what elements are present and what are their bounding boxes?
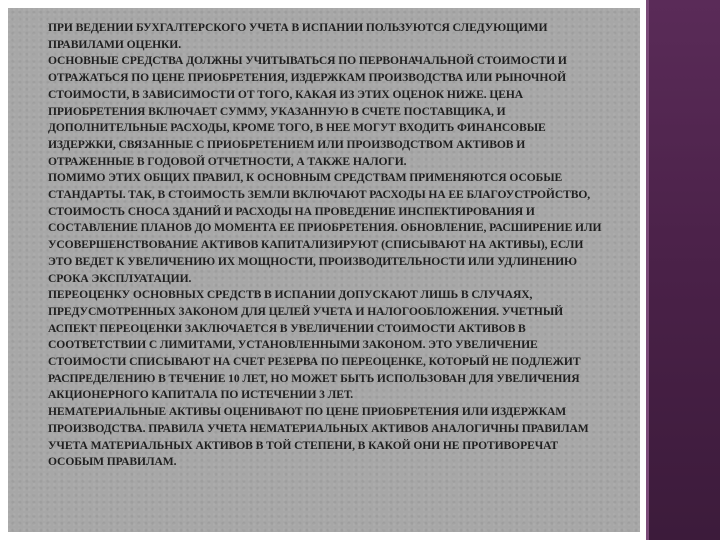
text-panel xyxy=(8,8,640,532)
paragraph-4: НЕМАТЕРИАЛЬНЫЕ АКТИВЫ ОЦЕНИВАЮТ ПО ЦЕНЕ ПРИОБРЕТЕНИЯ ИЛИ ИЗДЕРЖКАМ ПРОИЗВОДСТВА. ПРАВИЛА УЧЕТА НЕМАТЕРИАЛЬНЫХ АКТИВОВ АНАЛОГИЧНЫ ПРАВИЛАМ УЧЕТА МАТЕРИАЛЬНЫХ АКТИВОВ В ТОЙ СТЕПЕНИ, В КАКОЙ ОНИ НЕ ПРОТИВОРЕЧАТ ОСОБЫМ ПРАВИЛАМ. xyxy=(48,405,589,469)
paragraph-1: ПРИ ВЕДЕНИИ БУХГАЛТЕРСКОГО УЧЕТА В ИСПАНИИ ПОЛЬЗУЮТСЯ СЛЕДУЮЩИМИ ПРАВИЛАМИ ОЦЕНКИ. ОСНОВНЫЕ СРЕДСТВА ДОЛЖНЫ УЧИТЫВАТЬСЯ ПО ПЕРВОНАЧАЛЬНОЙ СТОИМОСТИ И ОТРАЖАТЬСЯ ПО ЦЕНЕ ПРИОБРЕТЕНИЯ, ИЗДЕРЖКАМ ПРОИЗВОДСТВА ИЛИ РЫНОЧНОЙ СТОИМОСТИ, В ЗАВИСИМОСТИ ОТ ТОГО, КАКАЯ ИЗ ЭТИХ ОЦЕНОК НИЖЕ. ЦЕНА ПРИОБРЕТЕНИЯ ВКЛЮЧАЕТ СУММУ, УКАЗАННУЮ В СЧЕТЕ ПОСТАВЩИКА, И ДОПОЛНИТЕЛЬНЫЕ РАСХОДЫ, КРОМЕ ТОГО, В НЕЕ МОГУТ ВХОДИТЬ ФИНАНСОВЫЕ ИЗДЕРЖКИ, СВЯЗАННЫЕ С ПРИОБРЕТЕНИЕМ ИЛИ ПРОИЗВОДСТВОМ АКТИВОВ И ОТРАЖЕННЫЕ В ГОДОВОЙ ОТЧЕТНОСТИ, А ТАКЖЕ НАЛОГИ. xyxy=(48,21,567,168)
paragraph-2: ПОМИМО ЭТИХ ОБЩИХ ПРАВИЛ, К ОСНОВНЫМ СРЕДСТВАМ ПРИМЕНЯЮТСЯ ОСОБЫЕ СТАНДАРТЫ. ТАК, В СТОИМОСТЬ ЗЕМЛИ ВКЛЮЧАЮТ РАСХОДЫ НА ЕЕ БЛАГОУСТРОЙСТВО, СТОИМОСТЬ СНОСА ЗДАНИЙ И РАСХОДЫ НА ПРОВЕДЕНИЕ ИНСПЕКТИРОВАНИЯ И СОСТАВЛЕНИЕ ПЛАНОВ ДО МОМЕНТА ЕЕ ПРИОБРЕТЕНИЯ. ОБНОВЛЕНИЕ, РАСШИРЕНИЕ ИЛИ УСОВЕРШЕНСТВОВАНИЕ АКТИВОВ КАПИТАЛИЗИРУЮТ (СПИСЫВАЮТ НА АКТИВЫ), ЕСЛИ ЭТО ВЕДЕТ К УВЕЛИЧЕНИЮ ИХ МОЩНОСТИ, ПРОИЗВОДИТЕЛЬНОСТИ ИЛИ УДЛИНЕНИЮ СРОКА ЭКСПЛУАТАЦИИ. xyxy=(48,171,602,285)
paragraph-3: ПЕРЕОЦЕНКУ ОСНОВНЫХ СРЕДСТВ В ИСПАНИИ ДОПУСКАЮТ ЛИШЬ В СЛУЧАЯХ, ПРЕДУСМОТРЕННЫХ ЗАКОНОМ ДЛЯ ЦЕЛЕЙ УЧЕТА И НАЛОГООБЛОЖЕНИЯ. УЧЕТНЫЙ АСПЕКТ ПЕРЕОЦЕНКИ ЗАКЛЮЧАЕТСЯ В УВЕЛИЧЕНИИ СТОИМОСТИ АКТИВОВ В СООТВЕТСТВИИ С ЛИМИТАМИ, УСТАНОВЛЕННЫМИ ЗАКОНОМ. ЭТО УВЕЛИЧЕНИЕ СТОИМОСТИ СПИСЫВАЮТ НА СЧЕТ РЕЗЕРВА ПО ПЕРЕОЦЕНКЕ, КОТОРЫЙ НЕ ПОДЛЕЖИТ РАСПРЕДЕЛЕНИЮ В ТЕЧЕНИЕ 10 ЛЕТ, НО МОЖЕТ БЫТЬ ИСПОЛЬЗОВАН ДЛЯ УВЕЛИЧЕНИЯ АКЦИОНЕРНОГО КАПИТАЛА ПО ИСТЕЧЕНИИ 3 ЛЕТ. xyxy=(48,288,581,402)
accent-side-bar xyxy=(646,0,720,540)
body-text xyxy=(48,20,608,471)
